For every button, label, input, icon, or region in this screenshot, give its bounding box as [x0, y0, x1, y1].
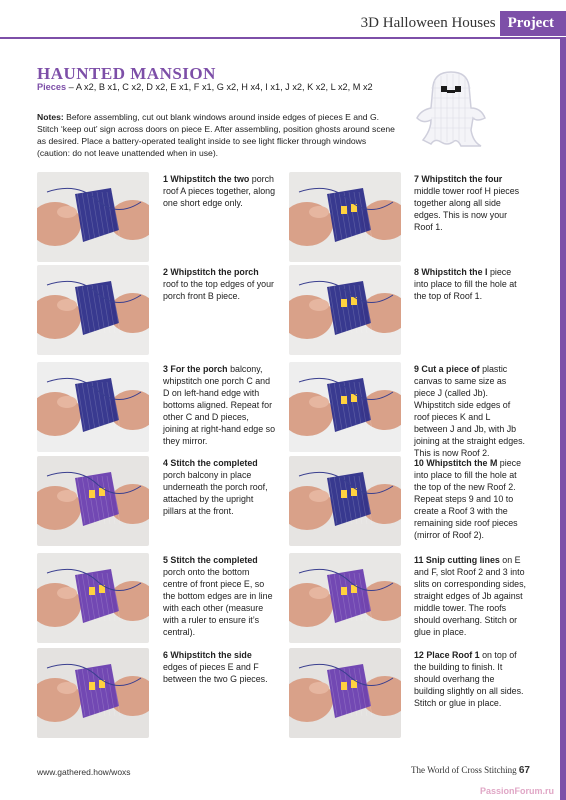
step-lead: Whipstitch the porch [170, 267, 259, 277]
step-10-text [414, 457, 526, 541]
project-tab: Project [500, 11, 566, 36]
section-header [361, 11, 566, 36]
step-lead: Stitch the completed [170, 458, 258, 468]
step-7-photo [289, 172, 401, 262]
step-body: porch roof A pieces together, along one short edge only. [163, 174, 276, 208]
step-12-photo [289, 648, 401, 738]
step-lead: Whipstitch the four [421, 174, 503, 184]
step-4-photo [37, 456, 149, 546]
step-lead: Snip cutting lines [425, 555, 500, 565]
step-heading: 3 [163, 364, 168, 374]
step-5-photo [37, 553, 149, 643]
step-10-photo [289, 456, 401, 546]
pieces-label: Pieces [37, 82, 67, 92]
pieces-text: – A x2, B x1, C x2, D x2, E x1, F x1, G x2, H x4, I x1, J x2, K x2, L x2, M x2 [66, 82, 373, 92]
step-12-text [414, 649, 526, 709]
step-body: on top of the building to finish. It should overhang the building slightly on all sides. Stitch or glue in place. [414, 650, 524, 708]
step-1-photo [37, 172, 149, 262]
step-7-text [414, 173, 526, 233]
step-1-text [163, 173, 275, 209]
step-heading: 2 [163, 267, 168, 277]
step-heading: 8 [414, 267, 419, 277]
step-lead: Whipstitch the two [170, 174, 250, 184]
ghost-image [413, 68, 491, 148]
step-11-text [414, 554, 526, 638]
step-heading: 1 [163, 174, 168, 184]
step-8-text [414, 266, 526, 302]
step-heading: 7 [414, 174, 419, 184]
step-heading: 6 [163, 650, 168, 660]
step-heading: 4 [163, 458, 168, 468]
top-rule [0, 37, 566, 39]
step-lead: Place Roof 1 [426, 650, 480, 660]
step-2-text [163, 266, 275, 302]
step-9-photo [289, 362, 401, 452]
step-body: piece into place to fill the hole at the top of Roof 1. [414, 267, 517, 301]
pieces-list [37, 82, 407, 92]
step-body: balcony, whipstitch one porch C and D on left-hand edge with bottoms aligned. Repeat for other C and D pieces, joining at right-hand edge so they mirror. [163, 364, 276, 446]
project-title: HAUNTED MANSION [37, 64, 216, 83]
step-lead: Stitch the completed [170, 555, 258, 565]
step-6-text [163, 649, 275, 685]
step-heading: 9 [414, 364, 419, 374]
side-color-bar [560, 39, 566, 800]
step-heading: 5 [163, 555, 168, 565]
notes-paragraph [37, 111, 399, 159]
page-number: 67 [518, 765, 530, 776]
step-6-photo [37, 648, 149, 738]
step-body: plastic canvas to same size as piece J (called Jb). Whipstitch side edges of roof pieces K and L between J and Jb, with Jb joining at the straight edges. This is now Roof 2. [414, 364, 526, 458]
step-lead: For the porch [170, 364, 228, 374]
step-lead: Cut a piece of [421, 364, 480, 374]
step-heading: 11 [414, 555, 424, 565]
step-2-photo [37, 265, 149, 355]
step-heading: 12 [414, 650, 424, 660]
notes-text: Before assembling, cut out blank windows around inside edges of pieces E and G. Stitch ‘keep out’ sign across doors on piece E. After assembling, position ghosts around scene as desired. Place a battery-operated tealight inside to see light flicker through windows (caution: do not leave unattended when in use). [37, 112, 395, 158]
step-body: on E and F, slot Roof 2 and 3 into slits on corresponding sides, straight edges of Jb against middle tower. The roofs should overhang. Stitch or glue in place. [414, 555, 526, 637]
step-3-photo [37, 362, 149, 452]
step-body: roof to the top edges of your porch front B piece. [163, 279, 275, 301]
step-body: porch balcony in place underneath the porch roof, attached by the upright pillars at the front. [163, 470, 268, 516]
footer-magazine [411, 765, 530, 776]
step-5-text [163, 554, 275, 638]
step-body: middle tower roof H pieces together along all side edges. This is now your Roof 1. [414, 186, 520, 232]
step-lead: Whipstitch the side [170, 650, 252, 660]
step-heading: 10 [414, 458, 424, 468]
step-body: piece into place to fill the hole at the top of the new Roof 2. Repeat steps 9 and 10 to create a Roof 3 with the remaining side roof pieces (mirror of Roof 2). [414, 458, 522, 540]
step-4-text [163, 457, 275, 517]
notes-label: Notes: [37, 112, 64, 122]
watermark: PassionForum.ru [479, 786, 554, 796]
step-lead: Whipstitch the I [421, 267, 488, 277]
step-9-text [414, 363, 526, 459]
step-3-text [163, 363, 275, 447]
step-lead: Whipstitch the M [426, 458, 498, 468]
section-title: 3D Halloween Houses [360, 15, 496, 31]
step-11-photo [289, 553, 401, 643]
step-body: porch onto the bottom centre of front piece E, so the bottom edges are in line with each other (measure with a ruler to ensure it’s central). [163, 567, 273, 637]
step-8-photo [289, 265, 401, 355]
magazine-name: The World of Cross Stitching [411, 765, 517, 775]
footer-url: www.gathered.how/woxs [37, 767, 131, 777]
step-body: edges of pieces E and F between the two G pieces. [163, 662, 268, 684]
